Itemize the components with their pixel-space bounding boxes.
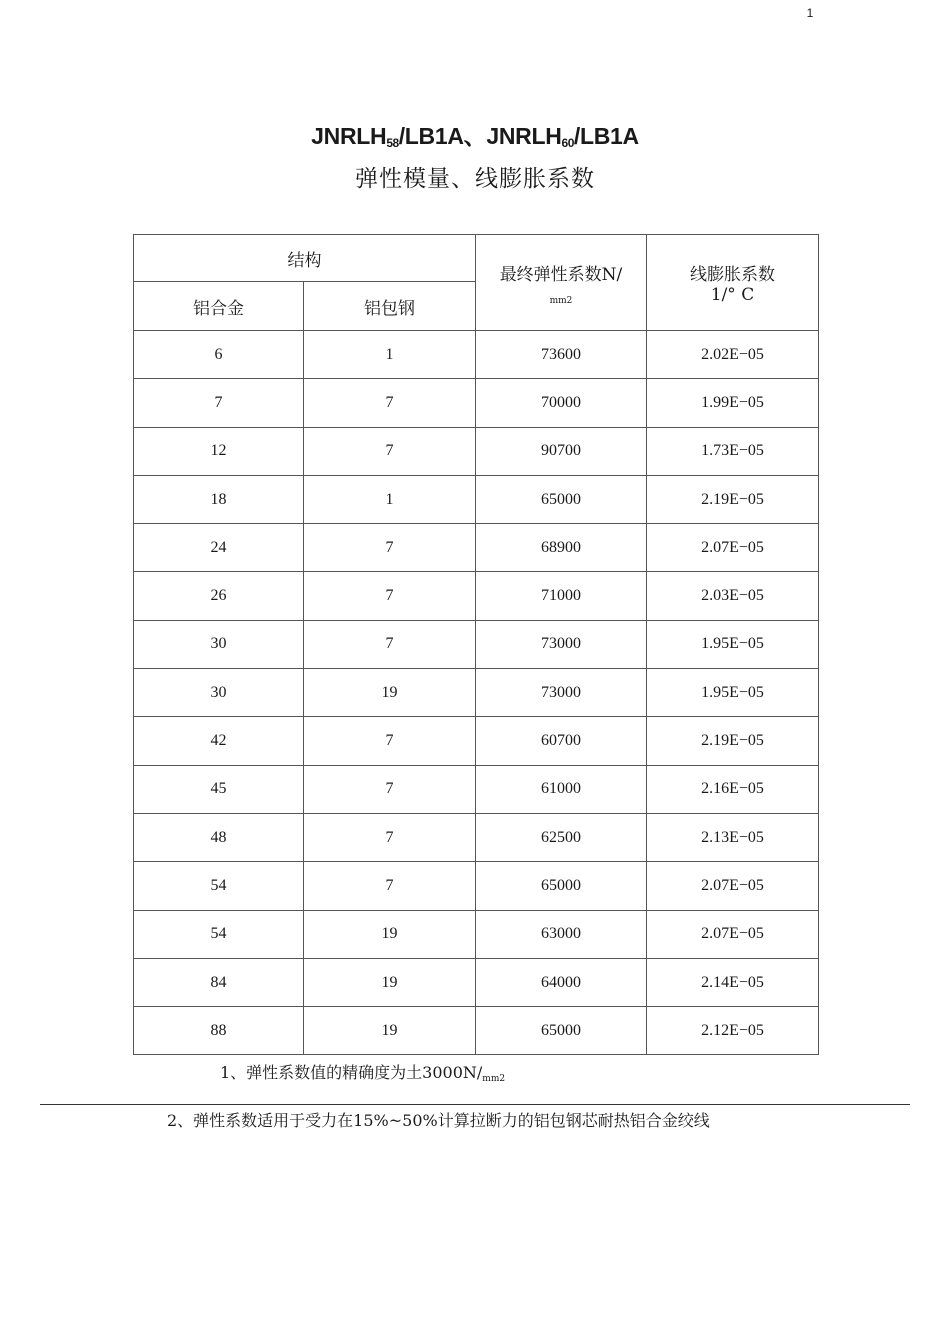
cell-modulus: 65000 <box>476 1007 647 1055</box>
header-expansion-label: 线膨胀系数 <box>690 265 775 285</box>
table-row <box>134 717 819 765</box>
cell-expansion: 2.14E−05 <box>647 958 819 1006</box>
cell-expansion: 1.95E−05 <box>647 669 819 717</box>
divider-line <box>40 1104 910 1105</box>
page-number: 1 <box>806 6 814 20</box>
cell-modulus: 70000 <box>476 379 647 427</box>
cell-expansion: 2.19E−05 <box>647 717 819 765</box>
cell-aluminum-count: 84 <box>134 958 304 1006</box>
cell-expansion: 2.02E−05 <box>647 331 819 379</box>
cell-aluminum-count: 18 <box>134 475 304 523</box>
document-title <box>0 118 950 151</box>
cell-aluminum-count: 30 <box>134 669 304 717</box>
table-row <box>134 331 819 379</box>
cell-modulus: 90700 <box>476 427 647 475</box>
header-modulus-label: 最终弹性系数N/ <box>499 264 623 285</box>
properties-table <box>133 234 819 1055</box>
header-modulus <box>476 235 647 331</box>
title-subscript-1: 58 <box>386 136 399 150</box>
title-part-3: /LB1A <box>573 123 639 149</box>
cell-aluminum-count: 88 <box>134 1007 304 1055</box>
cell-aluminum-count: 42 <box>134 717 304 765</box>
cell-aluminum-count: 30 <box>134 620 304 668</box>
table-row <box>134 910 819 958</box>
cell-steel-count: 7 <box>304 862 476 910</box>
cell-steel-count: 7 <box>304 813 476 861</box>
cell-aluminum-count: 54 <box>134 862 304 910</box>
cell-aluminum-count: 48 <box>134 813 304 861</box>
table-row <box>134 1007 819 1055</box>
cell-steel-count: 7 <box>304 524 476 572</box>
cell-steel-count: 19 <box>304 910 476 958</box>
cell-steel-count: 7 <box>304 379 476 427</box>
cell-expansion: 1.95E−05 <box>647 620 819 668</box>
cell-modulus: 64000 <box>476 958 647 1006</box>
cell-aluminum-count: 54 <box>134 910 304 958</box>
cell-aluminum-count: 45 <box>134 765 304 813</box>
cell-steel-count: 19 <box>304 958 476 1006</box>
header-aluminum-alloy: 铝合金 <box>134 282 304 331</box>
table-row <box>134 379 819 427</box>
table-row <box>134 620 819 668</box>
cell-expansion: 1.99E−05 <box>647 379 819 427</box>
cell-aluminum-count: 6 <box>134 331 304 379</box>
table-body <box>134 331 819 1055</box>
cell-expansion: 2.16E−05 <box>647 765 819 813</box>
cell-modulus: 71000 <box>476 572 647 620</box>
note-accuracy-text: 1、弹性系数值的精确度为土3000N/ <box>220 1063 483 1082</box>
cell-aluminum-count: 12 <box>134 427 304 475</box>
cell-modulus: 65000 <box>476 862 647 910</box>
header-expansion <box>647 235 819 331</box>
cell-expansion: 1.73E−05 <box>647 427 819 475</box>
table-row <box>134 524 819 572</box>
note-applicability: 2、弹性系数适用于受力在15%~50%计算拉断力的铝包钢芯耐热铝合金绞线 <box>167 1111 710 1130</box>
cell-modulus: 63000 <box>476 910 647 958</box>
cell-modulus: 65000 <box>476 475 647 523</box>
cell-modulus: 61000 <box>476 765 647 813</box>
table-row <box>134 427 819 475</box>
table-row <box>134 765 819 813</box>
cell-modulus: 73600 <box>476 331 647 379</box>
cell-steel-count: 19 <box>304 1007 476 1055</box>
cell-steel-count: 1 <box>304 331 476 379</box>
cell-expansion: 2.07E−05 <box>647 524 819 572</box>
cell-modulus: 62500 <box>476 813 647 861</box>
table-row <box>134 669 819 717</box>
cell-modulus: 68900 <box>476 524 647 572</box>
cell-expansion: 2.07E−05 <box>647 862 819 910</box>
table-row <box>134 862 819 910</box>
cell-steel-count: 7 <box>304 765 476 813</box>
cell-aluminum-count: 24 <box>134 524 304 572</box>
table-row <box>134 572 819 620</box>
cell-steel-count: 19 <box>304 669 476 717</box>
header-structure: 结构 <box>134 235 476 282</box>
table-row <box>134 813 819 861</box>
cell-expansion: 2.19E−05 <box>647 475 819 523</box>
header-al-clad-steel: 铝包钢 <box>304 282 476 331</box>
header-expansion-unit: 1/° C <box>710 285 755 305</box>
cell-modulus: 73000 <box>476 620 647 668</box>
cell-expansion: 2.03E−05 <box>647 572 819 620</box>
cell-expansion: 2.07E−05 <box>647 910 819 958</box>
cell-steel-count: 7 <box>304 572 476 620</box>
cell-expansion: 2.12E−05 <box>647 1007 819 1055</box>
document-subtitle: 弹性模量、线膨胀系数 <box>355 166 595 192</box>
table-row <box>134 958 819 1006</box>
note-accuracy-unit: mm2 <box>482 1074 506 1084</box>
cell-modulus: 60700 <box>476 717 647 765</box>
note-accuracy <box>220 1060 505 1084</box>
cell-steel-count: 7 <box>304 427 476 475</box>
title-subscript-2: 60 <box>561 136 574 150</box>
cell-modulus: 73000 <box>476 669 647 717</box>
cell-aluminum-count: 7 <box>134 379 304 427</box>
cell-expansion: 2.13E−05 <box>647 813 819 861</box>
title-part-1: JNRLH <box>311 123 387 149</box>
header-modulus-unit: mm2 <box>549 295 573 306</box>
cell-aluminum-count: 26 <box>134 572 304 620</box>
title-part-2: /LB1A、JNRLH <box>398 123 562 149</box>
cell-steel-count: 7 <box>304 620 476 668</box>
cell-steel-count: 1 <box>304 475 476 523</box>
table-row <box>134 475 819 523</box>
cell-steel-count: 7 <box>304 717 476 765</box>
